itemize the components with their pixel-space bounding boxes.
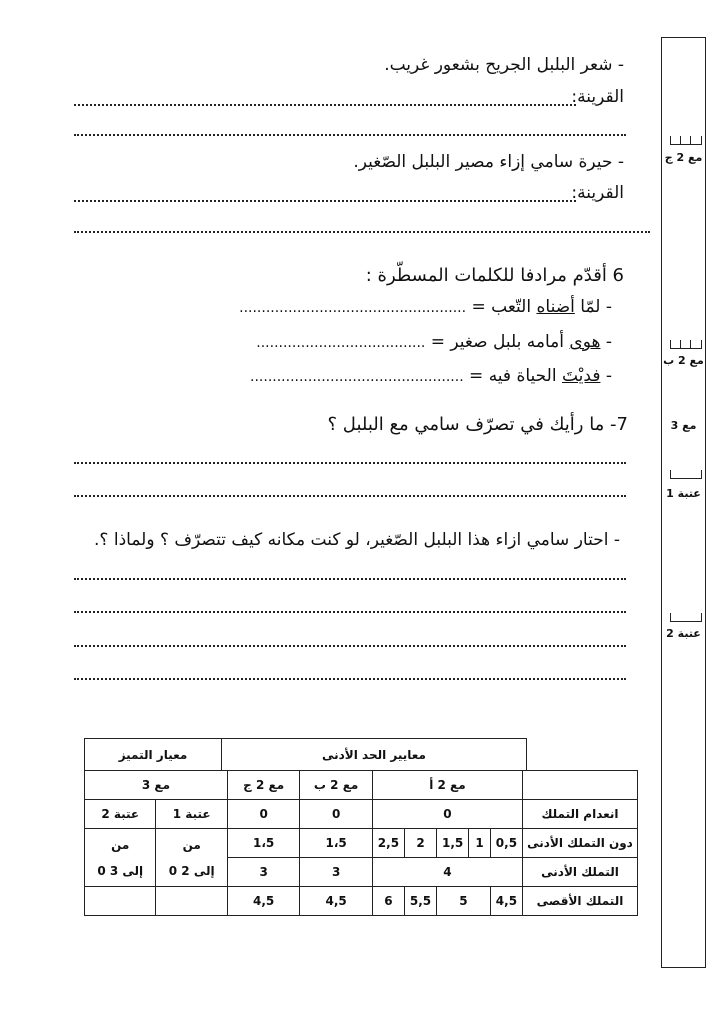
cell-r2-c2a-2: 1 [469,829,491,857]
cell-r2-c2b: 1،5 [300,829,372,857]
cell-r2-t2 [85,829,156,886]
q7-sub-answer-line-4[interactable] [74,678,626,680]
q7-sub-answer-line-1[interactable] [74,578,626,580]
cell-r1-c2a: 0 [372,800,522,829]
q6-item-2 [256,332,612,352]
cell-r4-c2c: 4,5 [227,886,299,915]
cell-r4-t1 [156,886,227,915]
cell-r3-c2b: 3 [300,857,372,886]
cell-r4-c2a-1: 4,5 [490,886,522,915]
q7-sub-answer-line-3[interactable] [74,645,626,647]
col-c2c: مع 2 ج [227,771,299,800]
cell-r2-c2a-3: 1,5 [437,829,469,857]
cell-r2-t1-a: من [182,837,201,852]
cell-r4-c2a-2: 5 [437,886,491,915]
row-label-2: دون التملك الأدنى [522,829,637,857]
margin-label-c3: مع 3 [670,419,697,432]
q6-item-1-prefix: - لمّا [574,297,612,317]
grading-margin-column [661,37,706,968]
q7-answer-line-1[interactable] [74,462,626,464]
cell-r4-t2 [85,886,156,915]
row-label-4: التملك الأقصى [522,886,637,915]
row-label-3: التملك الأدنى [522,857,637,886]
score-boxes-c2c[interactable] [670,136,702,145]
q7-sub-question: - احتار سامي ازاء هذا البلبل الصّغير، لو كنت مكانه كيف تتصرّف ؟ ولماذا ؟. [94,530,620,550]
margin-label-c2c: مع 2 ج [664,151,703,164]
q7-title: 7- ما رأيك في تصرّف سامي مع البلبل ؟ [327,414,628,435]
q5b-answer-line-1[interactable] [74,200,576,202]
q5a-answer-line-1[interactable] [74,104,576,106]
cell-r2-c2a-5: 2,5 [372,829,404,857]
score-boxes-c2b[interactable] [670,340,702,349]
cell-r4-c2a-4: 6 [372,886,404,915]
q6-item-3-answer[interactable]: ................................................ [250,369,464,385]
q6-item-2-suffix: أمامه بلبل صغير = [425,332,570,352]
q5b-clue-label: القرينة: [571,183,624,203]
q5a-answer-line-2[interactable] [74,134,626,136]
row-label-1: انعدام التملك [522,800,637,829]
cell-r2-c2a-4: 2 [404,829,436,857]
q6-item-1-word: أضناه [536,297,575,317]
score-box-t2[interactable] [670,613,702,622]
header-excellence: معيار التميز [85,739,222,771]
q6-item-3 [250,366,612,386]
col-c2b: مع 2 ب [300,771,372,800]
col-c3: مع 3 [85,771,228,800]
cell-r4-c2b: 4,5 [300,886,372,915]
margin-label-t1: عتبة 1 [666,487,701,500]
grading-table-header [84,738,527,771]
col-c2a: مع 2 أ [372,771,522,800]
cell-r3-c2c: 3 [227,857,299,886]
q5a-statement: - شعر البلبل الجريح بشعور غريب. [384,55,624,75]
q6-item-2-answer[interactable]: ...................................... [256,335,426,351]
cell-r2-c2a-1: 0,5 [490,829,522,857]
cell-r4-c2a-3: 5,5 [404,886,436,915]
q5b-statement: - حيرة سامي إزاء مصير البلبل الصّغير. [353,152,624,172]
cell-r2-t1-b: 0 إلى 2 [168,863,215,878]
q6-item-1 [239,297,612,317]
score-box-t1[interactable] [670,470,702,479]
q6-item-3-prefix: - [600,366,612,386]
header-minimum: معايير الحد الأدنى [222,739,527,771]
cell-r2-t2-a: من [111,837,130,852]
q6-item-3-word: فديْتَ [561,366,601,386]
q7-answer-line-2[interactable] [74,495,626,497]
cell-r1-c2c: 0 [227,800,299,829]
cell-r3-c2a: 4 [372,857,522,886]
q6-item-2-word: هوى [569,332,601,352]
margin-label-t2: عتبة 2 [666,627,701,640]
cell-r2-c2c: 1،5 [227,829,299,857]
q6-item-2-prefix: - [600,332,612,352]
col-level [522,771,637,800]
q6-item-1-suffix: التّعب = [466,297,537,317]
col-t2: عتبة 2 [85,800,156,829]
col-t1: عتبة 1 [156,800,227,829]
cell-r2-t1 [156,829,227,886]
q5b-answer-line-2[interactable] [74,231,650,233]
cell-r1-c2b: 0 [300,800,372,829]
cell-r2-t2-b: 0 إلى 3 [97,863,144,878]
q6-item-3-suffix: الحياة فيه = [463,366,562,386]
grading-table [84,770,638,916]
q5a-clue-label: القرينة: [571,87,624,107]
q6-item-1-answer[interactable]: ................................................... [239,300,467,316]
q7-sub-answer-line-2[interactable] [74,611,626,613]
margin-label-c2b: مع 2 ب [663,354,704,367]
q6-title: 6 أقدّم مرادفا للكلمات المسطّرة : [365,265,624,286]
